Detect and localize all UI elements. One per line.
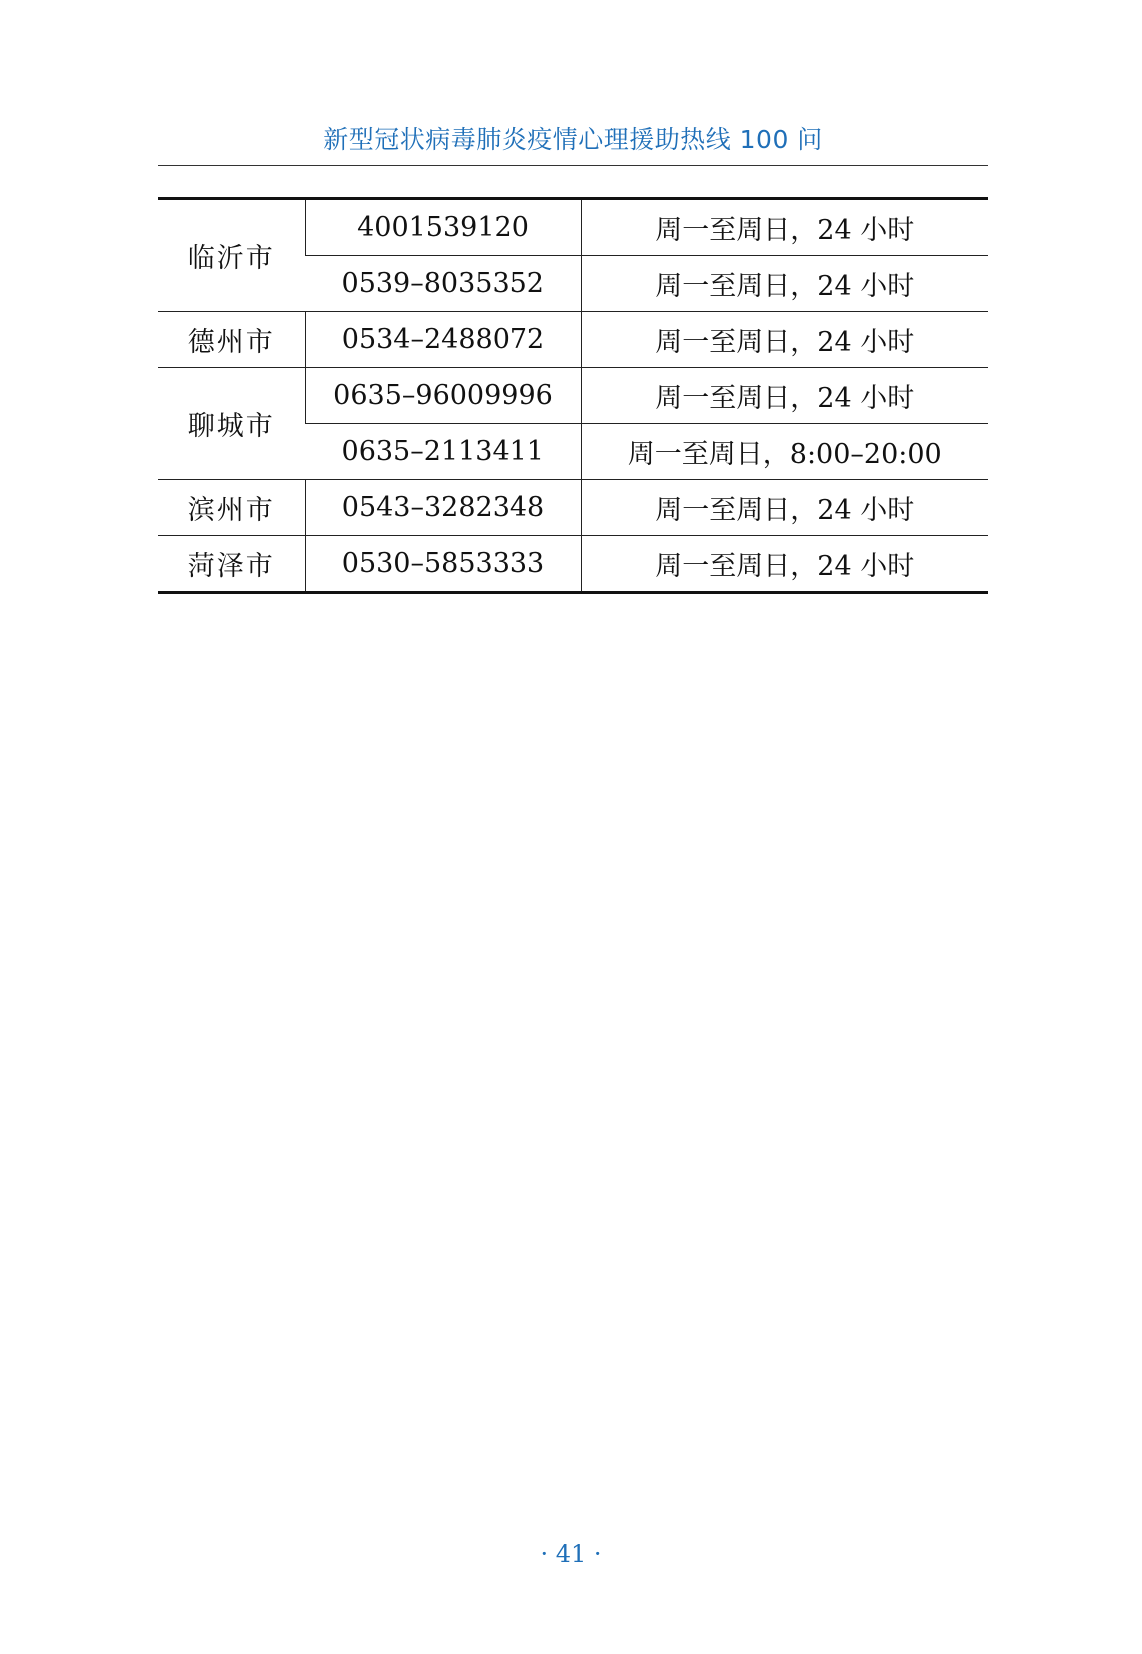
table-row [158, 480, 988, 536]
hours-cell: 周一至周日，24 小时 [581, 536, 988, 593]
table-row [158, 536, 988, 593]
running-header-title: 新型冠状病毒肺炎疫情心理援助热线 100 问 [323, 125, 823, 154]
phone-cell: 0530–5853333 [305, 536, 581, 593]
table-row [158, 368, 988, 424]
table-row [158, 312, 988, 368]
hours-cell: 周一至周日，24 小时 [581, 480, 988, 536]
hours-cell: 周一至周日，24 小时 [581, 199, 988, 256]
hours-cell: 周一至周日，8:00–20:00 [581, 424, 988, 480]
city-cell: 滨州市 [158, 480, 305, 536]
hotline-table [158, 197, 988, 594]
hours-cell: 周一至周日，24 小时 [581, 312, 988, 368]
city-cell: 临沂市 [158, 199, 305, 312]
phone-cell: 4001539120 [305, 199, 581, 256]
header-rule [158, 165, 988, 166]
table-row [158, 199, 988, 256]
city-cell: 聊城市 [158, 368, 305, 480]
city-cell: 德州市 [158, 312, 305, 368]
city-cell: 菏泽市 [158, 536, 305, 593]
phone-cell: 0635–96009996 [305, 368, 581, 424]
hours-cell: 周一至周日，24 小时 [581, 368, 988, 424]
phone-cell: 0543–3282348 [305, 480, 581, 536]
hours-cell: 周一至周日，24 小时 [581, 256, 988, 312]
phone-cell: 0534–2488072 [305, 312, 581, 368]
phone-cell: 0539–8035352 [305, 256, 581, 312]
page-number: · 41 · [540, 1540, 602, 1568]
phone-cell: 0635–2113411 [305, 424, 581, 480]
